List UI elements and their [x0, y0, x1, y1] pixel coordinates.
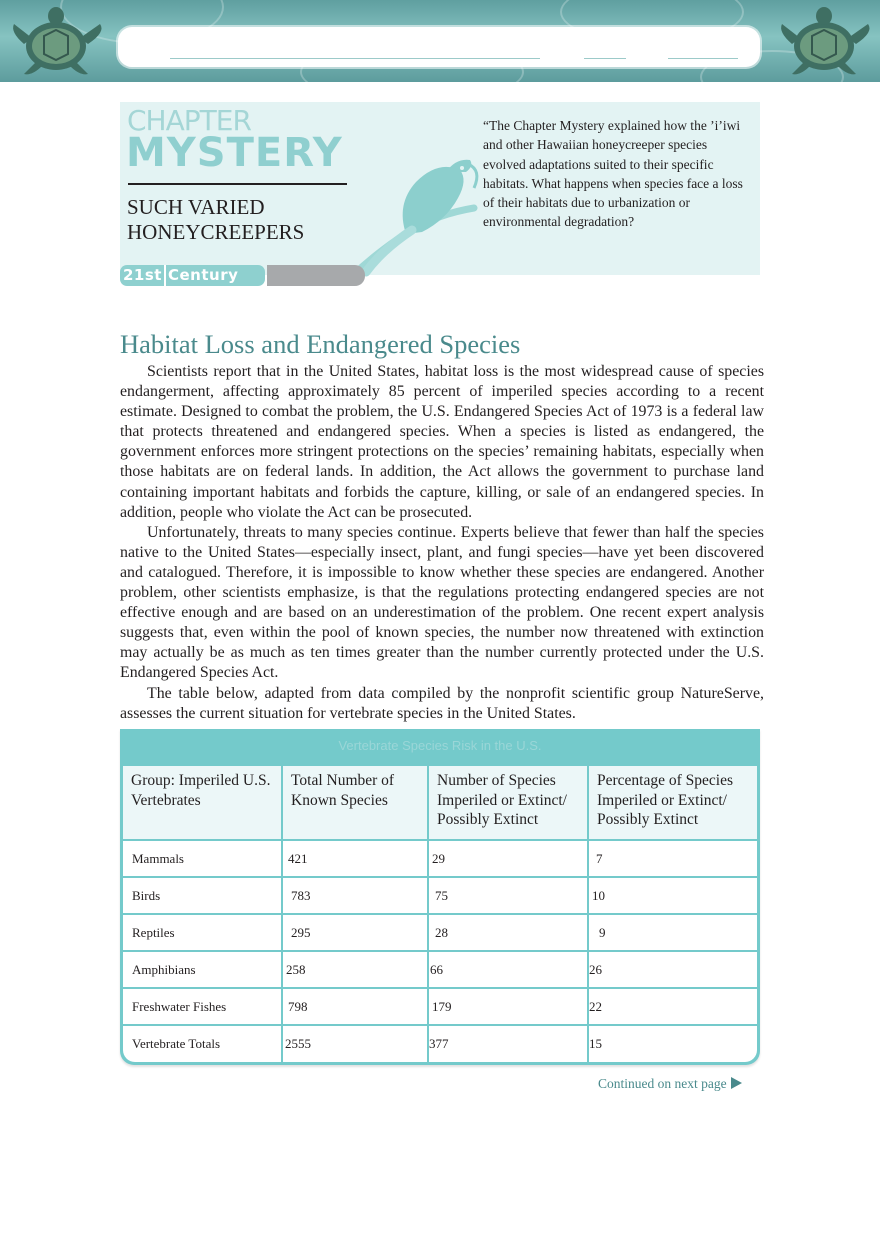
right-arrow-icon: [731, 1077, 742, 1089]
table-cell: 798: [283, 989, 427, 1024]
table-header-group: Group: Imperiled U.S. Vertebrates: [123, 766, 281, 839]
sea-turtle-right-icon: [768, 2, 880, 82]
sea-turtle-left-icon: [0, 2, 112, 82]
table-cell: 7: [589, 841, 757, 876]
badge-part-2: Century: [167, 266, 239, 284]
badge-separator: [164, 265, 166, 286]
name-line[interactable]: [170, 58, 540, 59]
century-badge-tab: [267, 265, 365, 286]
paragraph-3: The table below, adapted from data compiled by the nonprofit scientific group NatureServe, assesses the current situation for vertebrate species in the United States.: [120, 684, 764, 722]
table-cell: 258: [283, 952, 427, 987]
mystery-question: “The Chapter Mystery explained how the ’i’iwi and other Hawaiian honeycreeper species evolved adaptations suited to their specific habitats. What happens when species face a loss of their habitats due to urbanization or environmental degradation?: [483, 118, 743, 230]
table-cell: 10: [589, 878, 757, 913]
date-line[interactable]: [668, 58, 738, 59]
table-cell: Amphibians: [123, 952, 281, 987]
continued-link[interactable]: [598, 1076, 742, 1092]
table-cell: Reptiles: [123, 915, 281, 950]
21st-century-badge: [120, 265, 265, 286]
table-cell: 15: [589, 1026, 757, 1062]
table-cell: 9: [589, 915, 757, 950]
table-cell: 26: [589, 952, 757, 987]
continued-label: Continued on next page: [598, 1076, 727, 1091]
paragraph-1: Scientists report that in the United States, habitat loss is the most widespread cause of species endangerment, affecting approximately 85 percent of imperiled species according to a recent estimate. Designed to combat the problem, the U.S. Endangered Species Act of 1973 is a federal law that protects threatened and endangered species. When a species is listed as endangered, the government enforces more stringent protections on the species’ remaining habitats, especially when those habitats are on federal lands. In addition, the Act allows the government to purchase land containing important habitats and forbids the capture, killing, or sale of an endangered species. In addition, people who violate the Act can be prosecuted.: [120, 363, 764, 521]
class-line[interactable]: [584, 58, 626, 59]
table-cell: 377: [429, 1026, 587, 1062]
table-cell: 421: [283, 841, 427, 876]
table-cell: 2555: [283, 1026, 427, 1062]
subtitle-line-1: SUCH VARIED: [127, 195, 265, 219]
table-header-percentage: Percentage of Species Imperiled or Extinct/ Possibly Extinct: [589, 766, 757, 839]
table-cell: 75: [429, 878, 587, 913]
article-title: Habitat Loss and Endangered Species: [120, 329, 521, 359]
table-cell: 783: [283, 878, 427, 913]
chapter-mystery-box: [120, 102, 760, 275]
table-cell: 179: [429, 989, 587, 1024]
subtitle-line-2: HONEYCREEPERS: [127, 220, 305, 244]
table-cell: 66: [429, 952, 587, 987]
table-header-imperiled: Number of Species Imperiled or Extinct/ Possibly Extinct: [429, 766, 587, 839]
title-divider: [128, 183, 347, 185]
vertebrate-risk-table: [120, 729, 760, 1065]
table-cell: Birds: [123, 878, 281, 913]
honeycreeper-bird-icon: [342, 130, 482, 278]
table-cell: Freshwater Fishes: [123, 989, 281, 1024]
table-title: Vertebrate Species Risk in the U.S.: [338, 738, 542, 753]
student-info-box: [118, 27, 760, 67]
table-cell: 29: [429, 841, 587, 876]
chapter-label: CHAPTER: [127, 104, 251, 137]
badge-part-1: 21st: [123, 266, 162, 284]
header-band: [0, 0, 880, 82]
table-cell: Vertebrate Totals: [123, 1026, 281, 1062]
table-cell: Mammals: [123, 841, 281, 876]
table-header-total: Total Number of Known Species: [283, 766, 427, 839]
table-cell: 22: [589, 989, 757, 1024]
table-cell: 28: [429, 915, 587, 950]
paragraph-2: Unfortunately, threats to many species continue. Experts believe that fewer than half the species native to the United States—especially insect, plant, and fungi species—have yet been discovered and catalogued. Therefore, it is impossible to know whether these species are endangered. Another problem, other scientists emphasize, is that the regulations protecting endangered species are not effective enough and are based on an underestimation of the problem. One recent expert analysis suggests that, even within the pool of known species, the number now threatened with extinction may actually be as much as ten times greater than the number currently protected under the U.S. Endangered Species Act.: [120, 523, 764, 682]
article-body: [120, 362, 764, 724]
table-cell: 295: [283, 915, 427, 950]
mystery-title: MYSTERY: [126, 130, 343, 176]
